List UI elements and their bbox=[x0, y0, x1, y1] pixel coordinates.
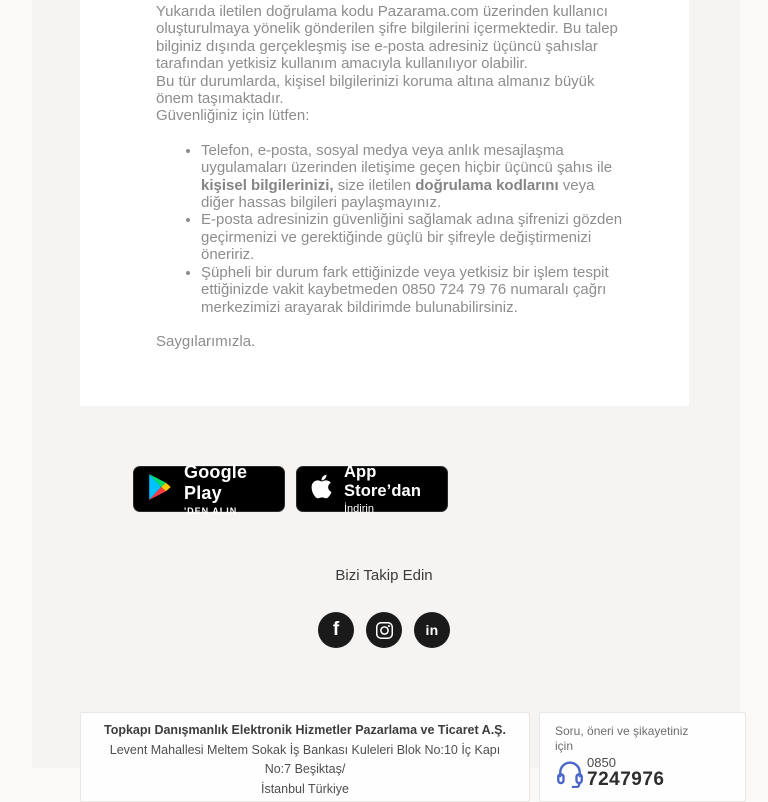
footer-address-line1: Levent Mahallesi Meltem Sokak İş Bankası Kuleleri Blok No:10 İç Kapı No:7 Beşiktaş/ bbox=[109, 742, 501, 776]
social-icons-row bbox=[0, 612, 768, 648]
bullet-change-password: • E-posta adresinizin güvenliğini sağlamak adına şifrenizi gözden geçirmenizi ve gerektiğinde güçlü bir şifreyle değiştirmenizi öneririz. bbox=[201, 211, 626, 263]
follow-us-title: Bizi Takip Edin bbox=[335, 567, 433, 584]
google-play-badge-title: Google Play bbox=[184, 462, 248, 503]
phone-number: 7247976 bbox=[587, 769, 665, 790]
instagram-button[interactable] bbox=[366, 612, 402, 648]
google-play-badge-subtitle: 'DEN ALIN bbox=[184, 506, 238, 516]
support-phone[interactable] bbox=[555, 755, 745, 793]
apple-icon bbox=[310, 473, 333, 505]
app-badges-row bbox=[133, 462, 448, 516]
facebook-button[interactable] bbox=[318, 612, 354, 648]
closing-regards: Saygılarımızla. bbox=[156, 332, 256, 350]
google-play-icon bbox=[147, 473, 173, 506]
linkedin-button[interactable] bbox=[414, 612, 450, 648]
facebook-icon: f bbox=[332, 619, 340, 640]
security-bullet-list bbox=[156, 142, 626, 316]
google-play-badge[interactable] bbox=[133, 462, 285, 516]
footer-address-line2: İstanbul Türkiye bbox=[260, 781, 349, 796]
contact-label-line2: için bbox=[555, 739, 574, 753]
footer-company-name: Topkapı Danışmanlık Elektronik Hizmetler Pazarlama ve Ticaret A.Ş. bbox=[103, 723, 506, 737]
footer-contact-card bbox=[539, 712, 746, 802]
app-store-badge[interactable] bbox=[296, 463, 448, 515]
bullet-do-not-share: • Telefon, e-posta, sosyal medya veya anlık mesajlaşma uygulamaları üzerinden iletişime geçen hiçbir üçüncü şahıs ile kişisel bilgilerinizi, size iletilen doğrulama kodlarını veya diğer hassas bilgileri paylaşmayınız. bbox=[201, 142, 626, 212]
app-store-badge-subtitle: İndirin bbox=[344, 503, 374, 515]
email-body-card bbox=[80, 0, 689, 406]
headset-icon bbox=[555, 755, 585, 793]
bullet-call-center: • Şüpheli bir durum fark ettiğinizde veya yetkisiz bir işlem tespit ettiğinizde vakit kaybetmeden 0850 724 79 76 numaralı çağrı merkezimizi arayarak bildirimde bulunabilirsiniz. bbox=[201, 264, 626, 316]
phone-prefix: 0850 bbox=[587, 755, 616, 770]
footer bbox=[80, 712, 746, 802]
paragraph-protect-info: Bu tür durumlarda, kişisel bilgilerinizi koruma altına almanız büyük önem taşımaktadır. bbox=[156, 72, 595, 108]
app-store-badge-title: App Store’dan bbox=[344, 463, 421, 500]
footer-company-card bbox=[80, 712, 530, 802]
paragraph-security-lead: Güvenliğiniz için lütfen: bbox=[156, 107, 310, 125]
linkedin-icon: in bbox=[425, 622, 439, 638]
contact-label-line1: Soru, öneri ve şikayetiniz bbox=[555, 724, 689, 738]
instagram-icon bbox=[375, 621, 394, 640]
paragraph-verification-info: Yukarıda iletilen doğrulama kodu Pazarama.com üzerinden kullanıcı oluşturulmaya yönelik gönderilen şifre bilgilerini içermektedir. Bu talep bilginiz dışında gerçekleşmiş ise e-posta adresiniz üçüncü şahıslar tarafından yetkisiz kullanım amacıyla kullanılıyor olabilir. bbox=[156, 3, 618, 73]
